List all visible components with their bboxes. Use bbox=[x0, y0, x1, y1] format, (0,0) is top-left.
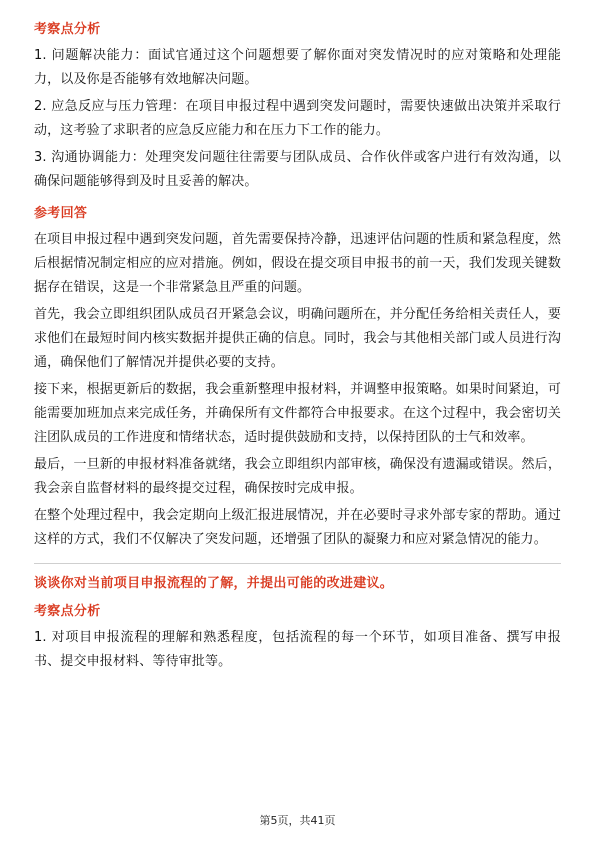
analysis-item-1: 1. 问题解决能力：面试官通过这个问题想要了解你面对突发情况时的应对策略和处理能力，以及你是否能够有效地解决问题。 bbox=[34, 48, 561, 87]
answer-paragraph-1: 在项目申报过程中遇到突发问题，首先需要保持冷静，迅速评估问题的性质和紧急程度，然后根据情况制定相应的应对措施。例如，假设在提交项目申报书的前一天，我们发现关键数据存在错误，这是一个非常紧急且严重的问题。 bbox=[34, 232, 561, 295]
answer-paragraph-4: 最后，一旦新的申报材料准备就绪，我会立即组织内部审核，确保没有遗漏或错误。然后，我会亲自监督材料的最终提交过程，确保按时完成申报。 bbox=[34, 457, 561, 496]
section-title-analysis: 考察点分析 bbox=[34, 22, 101, 37]
page-number-footer: 第5页，共41页 bbox=[259, 814, 336, 827]
analysis2-item-1: 1. 对项目申报流程的理解和熟悉程度，包括流程的每一个环节，如项目准备、撰写申报书、提交申报材料、等待审批等。 bbox=[34, 630, 561, 669]
analysis-item-3: 3. 沟通协调能力：处理突发问题往往需要与团队成员、合作伙伴或客户进行有效沟通，以确保问题能够得到及时且妥善的解决。 bbox=[34, 150, 561, 189]
section-title-analysis-2: 考察点分析 bbox=[34, 604, 101, 619]
analysis-item-2: 2. 应急反应与压力管理：在项目申报过程中遇到突发问题时，需要快速做出决策并采取行动，这考验了求职者的应急反应能力和在压力下工作的能力。 bbox=[34, 99, 561, 138]
answer-paragraph-3: 接下来，根据更新后的数据，我会重新整理申报材料，并调整申报策略。如果时间紧迫，可能需要加班加点来完成任务，并确保所有文件都符合申报要求。在这个过程中，我会密切关注团队成员的工作进度和情绪状态，适时提供鼓励和支持，以保持团队的士气和效率。 bbox=[34, 382, 561, 445]
section-title-reference-answer: 参考回答 bbox=[34, 206, 88, 221]
document-page bbox=[34, 20, 561, 677]
answer-paragraph-5: 在整个处理过程中，我会定期向上级汇报进展情况，并在必要时寻求外部专家的帮助。通过这样的方式，我们不仅解决了突发问题，还增强了团队的凝聚力和应对紧急情况的能力。 bbox=[34, 508, 561, 547]
answer-paragraph-2: 首先，我会立即组织团队成员召开紧急会议，明确问题所在，并分配任务给相关责任人，要求他们在最短时间内核实数据并提供正确的信息。同时，我会与其他相关部门或人员进行沟通，确保他们了解情况并提供必要的支持。 bbox=[34, 307, 561, 370]
section-divider bbox=[34, 563, 561, 564]
question-heading: 谈谈你对当前项目申报流程的了解，并提出可能的改进建议。 bbox=[34, 576, 394, 591]
